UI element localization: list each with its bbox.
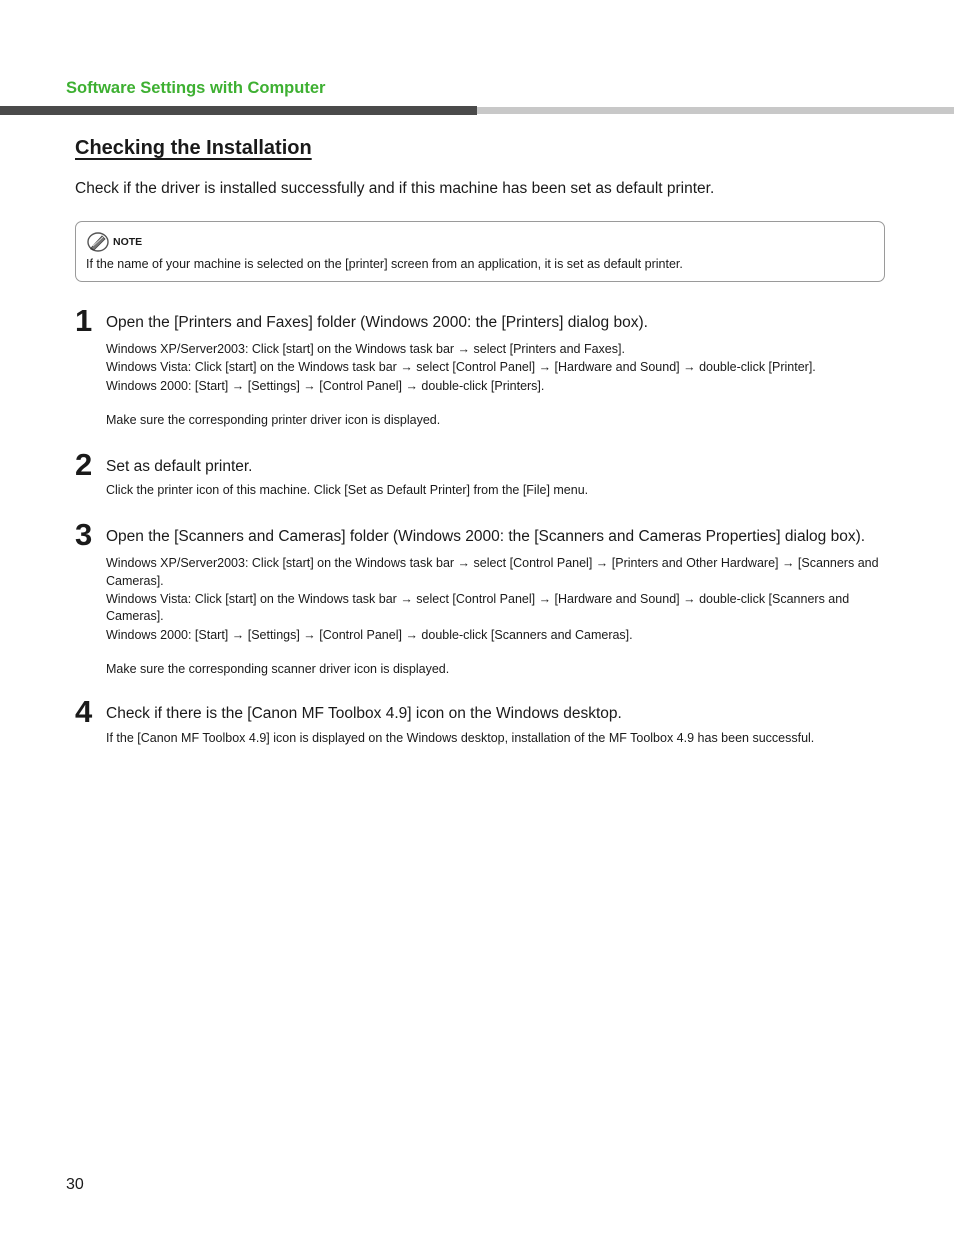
step-number: 3 — [75, 517, 93, 552]
page-number: 30 — [66, 1176, 84, 1193]
note-box — [75, 221, 885, 282]
step-line: Click the printer icon of this machine. Click [Set as Default Printer] from the [File] menu. — [106, 483, 589, 497]
note-header — [87, 232, 142, 252]
note-pencil-icon — [87, 232, 109, 252]
step-body — [106, 555, 881, 679]
step-number: 4 — [75, 694, 93, 729]
step-number: 2 — [75, 447, 93, 482]
header-rule-light — [477, 107, 954, 114]
step-number: 1 — [75, 303, 93, 338]
step-line: If the [Canon MF Toolbox 4.9] icon is displayed on the Windows desktop, installation of the MF Toolbox 4.9 has been successful. — [106, 731, 815, 745]
step-line: Windows 2000: [Start] → [Settings] → [Control Panel] → double-click [Printers]. — [106, 378, 545, 393]
step-title: Set as default printer. — [106, 458, 253, 475]
step-line: Windows XP/Server2003: Click [start] on the Windows task bar → select [Control Panel] → [Printers and Other Hardware] → [Scanners and Cameras]. — [106, 556, 879, 588]
step-title: Open the [Printers and Faxes] folder (Windows 2000: the [Printers] dialog box). — [106, 314, 648, 331]
step-line: Windows XP/Server2003: Click [start] on the Windows task bar → select [Printers and Faxes]. — [106, 342, 625, 356]
step-title: Check if there is the [Canon MF Toolbox 4.9] icon on the Windows desktop. — [106, 705, 622, 722]
header-rule-dark — [0, 106, 477, 115]
step-body — [106, 482, 881, 500]
page-title: Checking the Installation — [75, 137, 312, 159]
section-label: Software Settings with Computer — [66, 79, 326, 97]
note-label: NOTE — [113, 236, 143, 248]
step-note-line: Make sure the corresponding scanner driver icon is displayed. — [106, 662, 450, 677]
intro-text: Check if the driver is installed successfully and if this machine has been set as default printer. — [75, 180, 715, 197]
step-title: Open the [Scanners and Cameras] folder (Windows 2000: the [Scanners and Cameras Properties] dialog box). — [106, 528, 866, 545]
step-line: Windows Vista: Click [start] on the Windows task bar → select [Control Panel] → [Hardware and Sound] → double-click [Printer]. — [106, 360, 816, 375]
step-note-line: Make sure the corresponding printer driver icon is displayed. — [106, 413, 441, 428]
step-line: Windows Vista: Click [start] on the Windows task bar → select [Control Panel] → [Hardware and Sound] → double-click [Scanners and Cameras]. — [106, 591, 850, 624]
step-line: Windows 2000: [Start] → [Settings] → [Control Panel] → double-click [Scanners and Cameras]. — [106, 627, 633, 642]
step-body — [106, 730, 881, 748]
note-text: If the name of your machine is selected on the [printer] screen from an application, it is set as default printer. — [86, 257, 683, 271]
step-body — [106, 341, 881, 430]
